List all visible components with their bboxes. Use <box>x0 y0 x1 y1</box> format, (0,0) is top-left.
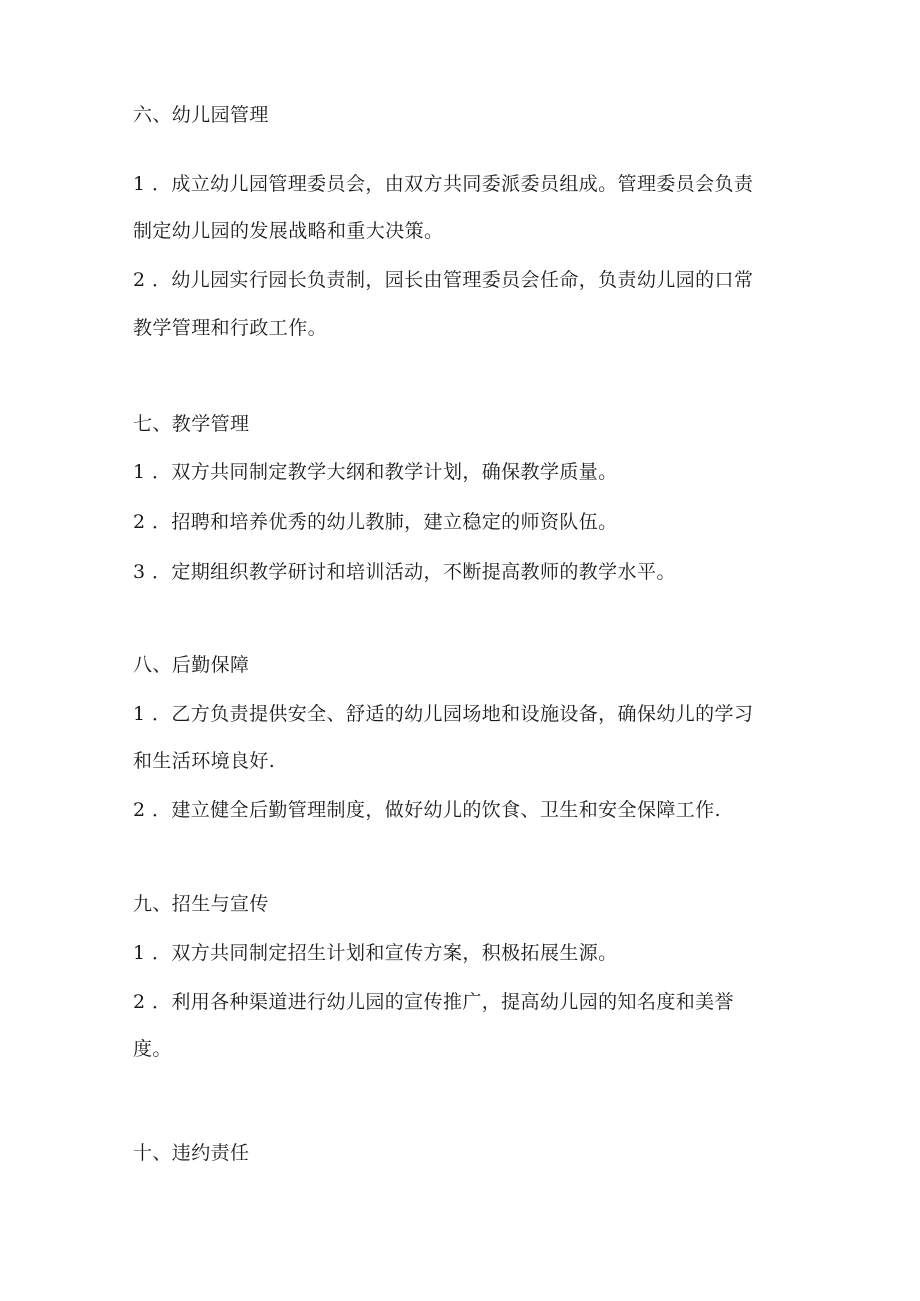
item-number: 3 <box>133 561 146 583</box>
item-number: 1 <box>133 942 146 964</box>
list-item <box>133 172 753 196</box>
item-text: ．定期组织教学研讨和培训活动，不断提高教师的教学水平。 <box>151 561 676 583</box>
item-text: ．利用各种渠道进行幼儿园的宣传推广，提高幼儿园的知名度和美誉 <box>151 991 734 1013</box>
item-number: 2 <box>133 269 146 291</box>
item-number: 2 <box>133 511 146 533</box>
item-number: 1 <box>133 461 146 483</box>
item-text-continued: 制定幼儿园的发展战略和重大决策。 <box>133 220 444 242</box>
section-heading: 十、违约责任 <box>133 1142 250 1164</box>
item-number: 1 <box>133 173 146 195</box>
list-item <box>133 510 618 534</box>
list-item <box>133 560 676 584</box>
item-text-continued: 和生活环境良好. <box>133 750 276 772</box>
item-text: ．乙方负责提供安全、舒适的幼儿园场地和设施设备，确保幼儿的学习 <box>151 703 754 725</box>
item-text-continued: 教学管理和行政工作。 <box>133 317 328 339</box>
section-heading: 九、招生与宣传 <box>133 893 269 915</box>
list-item <box>133 268 753 292</box>
section-heading: 八、后勤保障 <box>133 654 250 676</box>
list-item <box>133 702 753 726</box>
list-item <box>133 941 618 965</box>
section-heading: 七、教学管理 <box>133 413 250 435</box>
item-number: 2 <box>133 991 146 1013</box>
item-text: ．双方共同制定教学大纲和教学计划，确保教学质量。 <box>151 461 618 483</box>
item-text: ．招聘和培养优秀的幼儿教肺，建立稳定的师资队伍。 <box>151 511 618 533</box>
list-item <box>133 798 721 822</box>
item-text: ．幼儿园实行园长负责制，园长由管理委员会任命，负责幼儿园的口常 <box>151 269 754 291</box>
item-text: ．成立幼儿园管理委员会，由双方共同委派委员组成。管理委员会负责 <box>151 173 754 195</box>
item-number: 2 <box>133 799 146 821</box>
item-number: 1 <box>133 703 146 725</box>
section-heading: 六、幼儿园管理 <box>133 104 269 126</box>
item-text: ．双方共同制定招生计划和宣传方案，积极拓展生源。 <box>151 942 618 964</box>
list-item <box>133 990 734 1014</box>
item-text-continued: 度。 <box>133 1038 172 1060</box>
item-text: ．建立健全后勤管理制度，做好幼儿的饮食、卫生和安全保障工作. <box>151 799 721 821</box>
list-item <box>133 460 618 484</box>
